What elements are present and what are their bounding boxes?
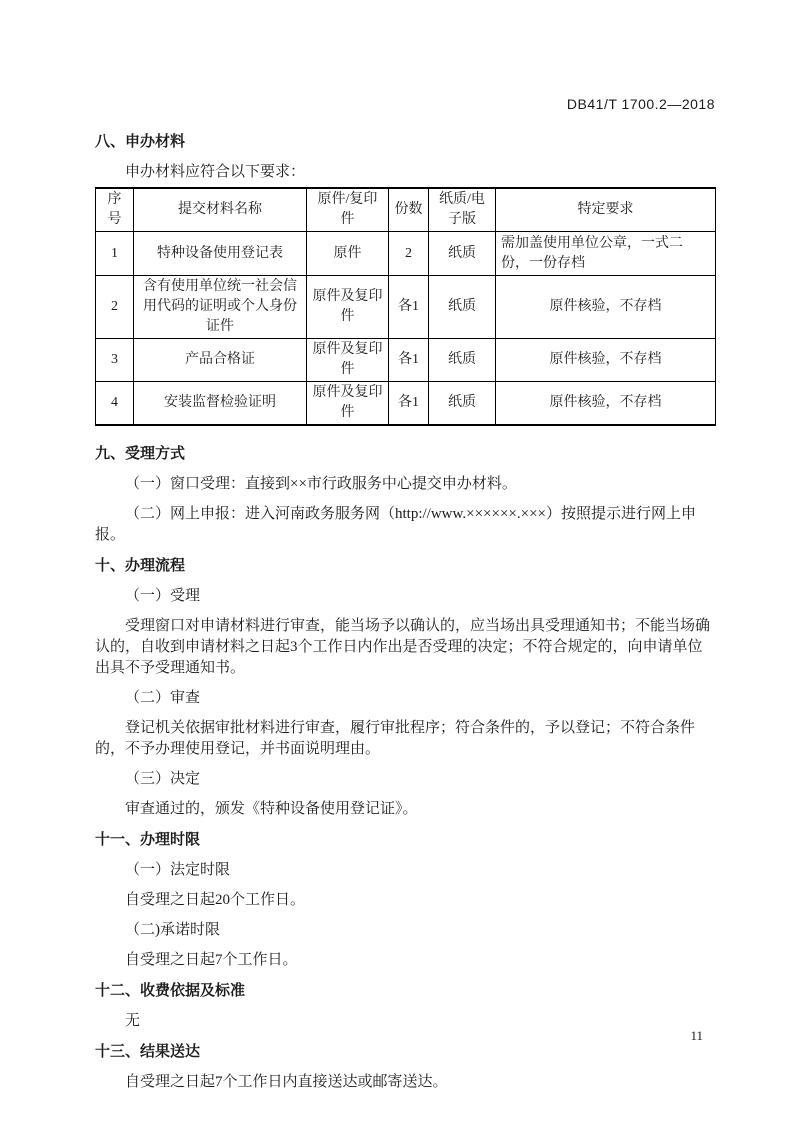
column-header-material-name: 提交材料名称: [134, 188, 307, 232]
cell-media: 纸质: [429, 339, 496, 382]
column-header-media: 纸质/电子版: [429, 188, 496, 232]
section-11-sub2-title: （二)承诺时限: [125, 922, 220, 938]
section-8-intro: 申办材料应符合以下要求：: [125, 164, 306, 180]
section-13-title: 十三、结果送达: [95, 1043, 201, 1060]
cell-original-copy: 原件及复印件: [307, 276, 389, 339]
section-11-sub1-body: 自受理之日起20个工作日。: [125, 892, 306, 908]
section-8-title: 八、申办材料: [95, 133, 186, 150]
cell-special-req: 需加盖使用单位公章，一式二份，一份存档: [496, 232, 716, 276]
cell-serial: 2: [96, 276, 134, 339]
doc-code: DB41/T 1700.2—2018: [566, 96, 715, 112]
cell-original-copy: 原件及复印件: [307, 339, 389, 382]
section-12-body: 无: [125, 1013, 141, 1029]
section-11-title: 十一、办理时限: [95, 831, 201, 848]
cell-original-copy: 原件及复印件: [307, 382, 389, 426]
cell-special-req: 原件核验，不存档: [496, 382, 716, 426]
column-header-special-req: 特定要求: [496, 188, 716, 232]
section-11-sub1-title: （一）法定时限: [125, 862, 231, 878]
section-10-sub3-body: 审查通过的，颁发《特种设备使用登记证》。: [125, 801, 418, 817]
column-header-original-copy: 原件/复印件: [307, 188, 389, 232]
section-10-title: 十、办理流程: [95, 557, 186, 574]
cell-material-name: 特种设备使用登记表: [134, 232, 307, 276]
cell-material-name: 安装监督检验证明: [134, 382, 307, 426]
table-row: [96, 382, 716, 426]
column-header-serial: 序号: [96, 188, 134, 232]
cell-media: 纸质: [429, 276, 496, 339]
cell-special-req: 原件核验，不存档: [496, 276, 716, 339]
table-row: [96, 276, 716, 339]
cell-count: 各1: [389, 276, 429, 339]
section-9-item-window: （一）窗口受理：直接到××市行政服务中心提交申办材料。: [125, 476, 517, 492]
cell-material-name: 产品合格证: [134, 339, 307, 382]
section-13-body: 自受理之日起7个工作日内直接送达或邮寄送达。: [125, 1074, 448, 1090]
cell-count: 2: [389, 232, 429, 276]
table-header-row: [96, 188, 716, 232]
section-12-title: 十二、收费依据及标准: [95, 982, 246, 999]
page-number: 11: [690, 1028, 703, 1043]
table-row: [96, 339, 716, 382]
column-header-count: 份数: [389, 188, 429, 232]
section-10-sub3-title: （三）决定: [125, 771, 201, 787]
cell-material-name: 含有使用单位统一社会信用代码的证明或个人身份证件: [134, 276, 307, 339]
cell-media: 纸质: [429, 382, 496, 426]
cell-original-copy: 原件: [307, 232, 389, 276]
cell-count: 各1: [389, 339, 429, 382]
cell-count: 各1: [389, 382, 429, 426]
section-11-sub2-body: 自受理之日起7个工作日。: [125, 952, 298, 968]
section-9-title: 九、受理方式: [95, 445, 186, 462]
cell-special-req: 原件核验，不存档: [496, 339, 716, 382]
section-10-sub2-body: 登记机关依据审批材料进行审查，履行审批程序；符合条件的，予以登记；不符合条件的，不予办理使用登记，并书面说明理由。: [95, 720, 696, 757]
cell-media: 纸质: [429, 232, 496, 276]
section-10-sub2-title: （二）审查: [125, 690, 201, 706]
table-row: [96, 232, 716, 276]
section-9-item-online: （二）网上申报：进入河南政务服务网（http://www.××××××.×××）按照提示进行网上申报。: [95, 506, 696, 543]
materials-table: [95, 187, 716, 426]
cell-serial: 1: [96, 232, 134, 276]
cell-serial: 4: [96, 382, 134, 426]
section-10-sub1-title: （一）受理: [125, 588, 201, 604]
section-10-sub1-body: 受理窗口对申请材料进行审查，能当场予以确认的，应当场出具受理通知书；不能当场确认的，自收到申请材料之日起3个工作日内作出是否受理的决定；不符合规定的，向申请单位出具不予受理通知书。: [95, 618, 711, 676]
cell-serial: 3: [96, 339, 134, 382]
